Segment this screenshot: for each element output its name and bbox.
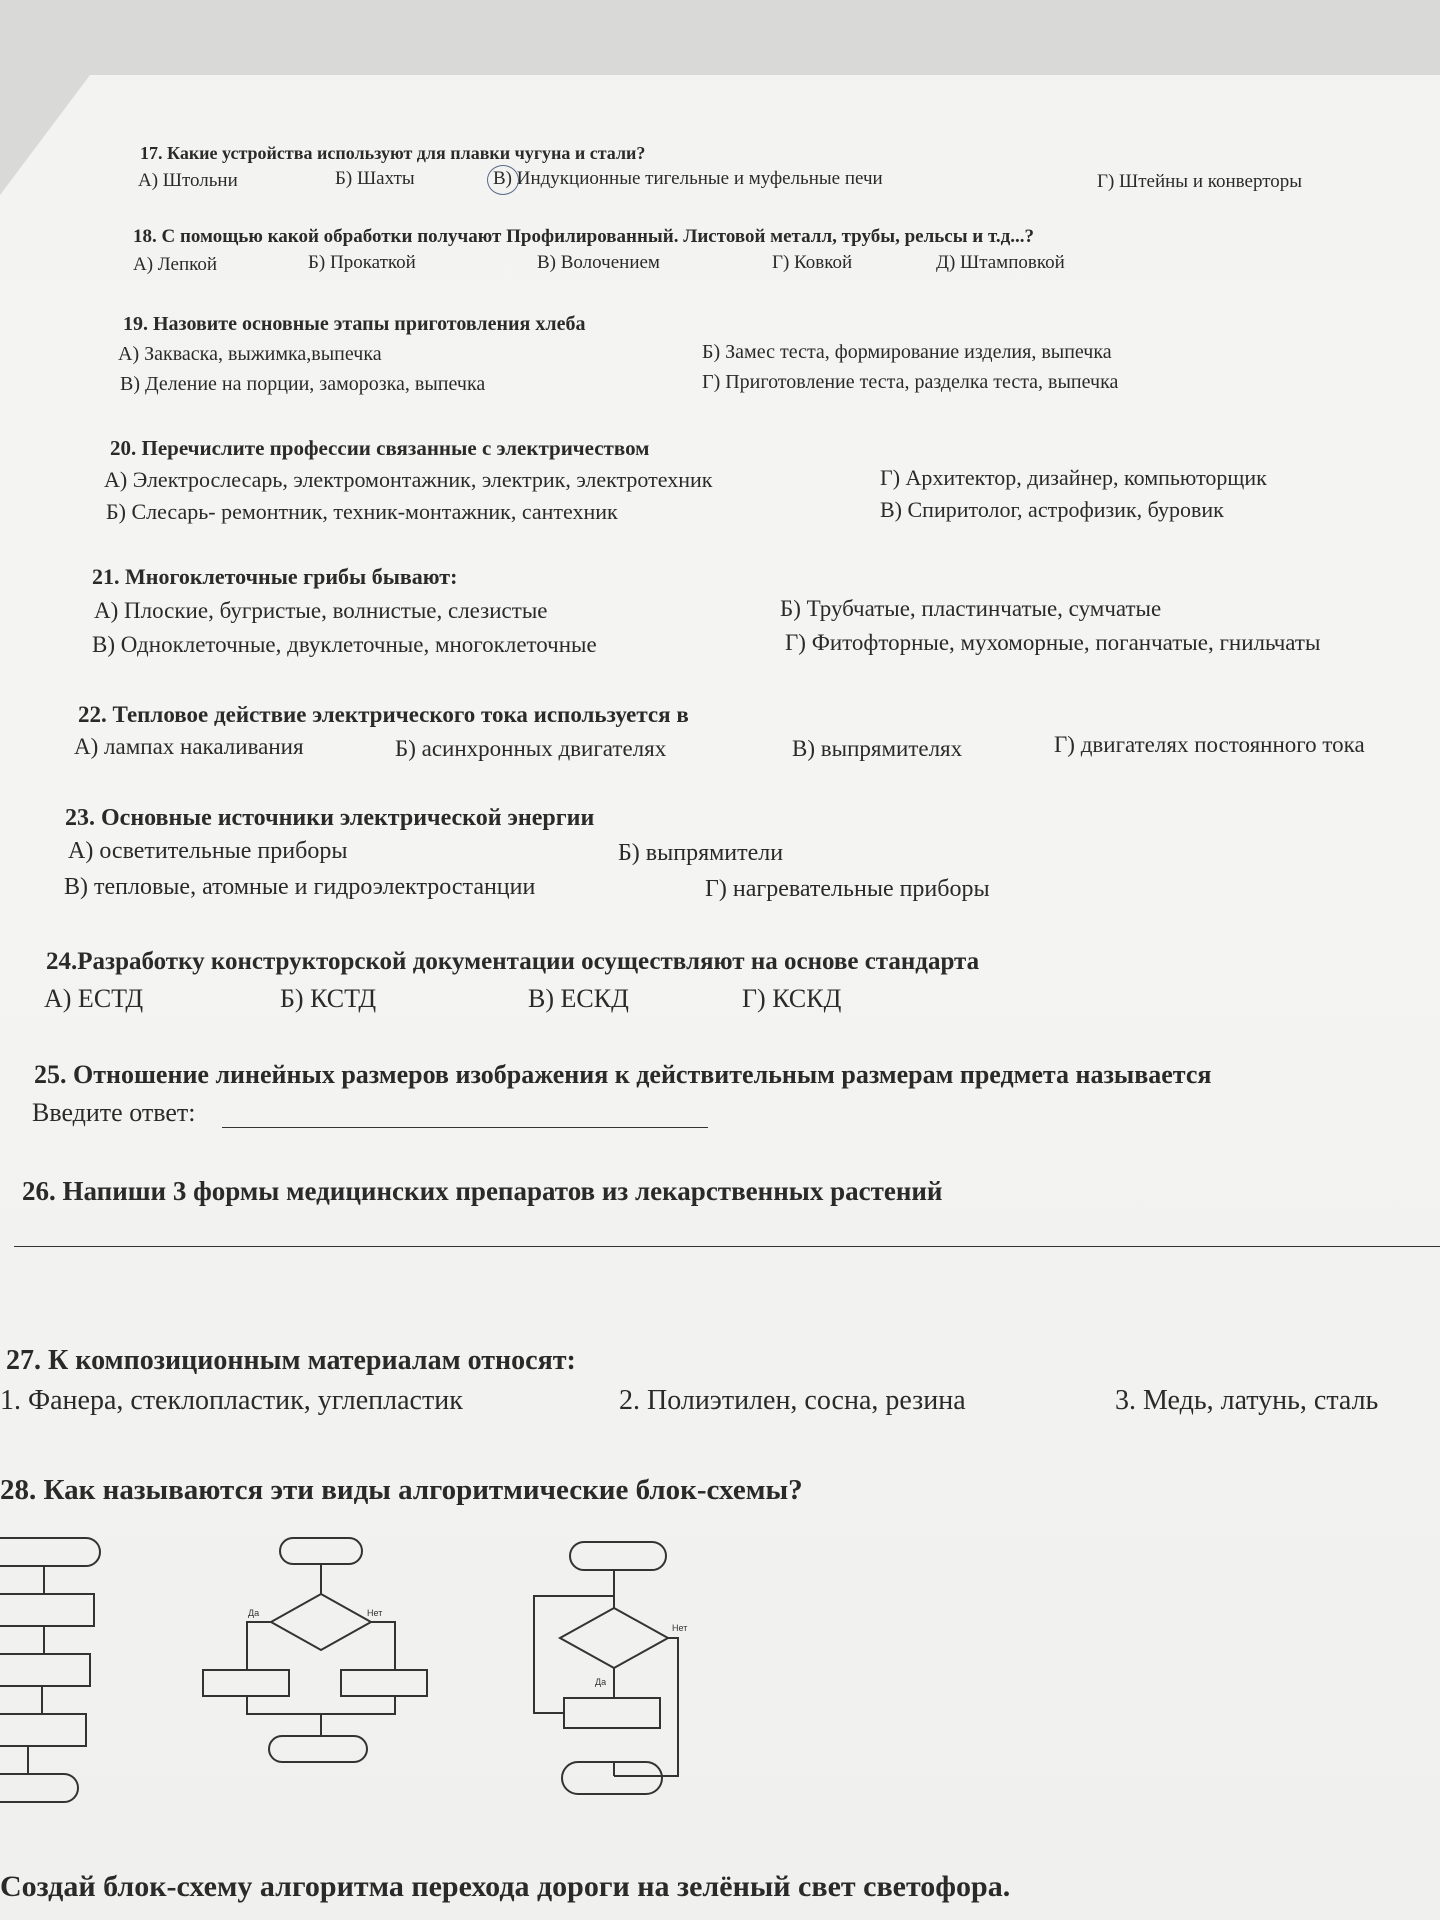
question-24-option-a: А) ЕСТД bbox=[44, 984, 144, 1013]
question-19-option-c: В) Деление на порции, заморозка, выпечка bbox=[120, 373, 486, 395]
question-24-option-b: Б) КСТД bbox=[280, 984, 377, 1013]
question-27-option-2: 2. Полиэтилен, сосна, резина bbox=[619, 1385, 966, 1416]
question-22-option-c: В) выпрямителях bbox=[792, 736, 963, 761]
question-22-option-a: А) лампах накаливания bbox=[74, 734, 304, 759]
question-17-option-d: Г) Штейны и конверторы bbox=[1097, 171, 1303, 192]
question-20-title: 20. Перечислите профессии связанные с электричеством bbox=[110, 436, 650, 460]
question-21-title: 21. Многоклеточные грибы бывают: bbox=[92, 564, 458, 589]
question-22-option-b: Б) асинхронных двигателях bbox=[395, 736, 667, 761]
question-27-title: 27. К композиционным материалам относят: bbox=[6, 1345, 576, 1376]
flowchart-linear bbox=[0, 1530, 110, 1810]
question-23-option-b: Б) выпрямители bbox=[618, 840, 784, 866]
question-20-option-a: А) Электрослесарь, электромонтажник, электрик, электротехник bbox=[104, 467, 713, 492]
question-17-title: 17. Какие устройства используют для плавки чугуна и стали? bbox=[140, 143, 646, 163]
question-21-option-d: Г) Фитофторные, мухоморные, поганчатые, гнильчаты bbox=[785, 630, 1321, 655]
answer-prompt: Введите ответ: bbox=[32, 1098, 196, 1127]
question-27-option-1: 1. Фанера, стеклопластик, углепластик bbox=[0, 1385, 463, 1416]
question-22-title: 22. Тепловое действие электрического тока используется в bbox=[78, 702, 689, 727]
question-23-option-d: Г) нагревательные приборы bbox=[705, 876, 990, 902]
question-24-option-c: В) ЕСКД bbox=[528, 984, 629, 1013]
flowchart-no-label: Нет bbox=[367, 1608, 383, 1618]
question-20-option-v: В) Спиритолог, астрофизик, буровик bbox=[880, 497, 1224, 522]
answer-input-line[interactable] bbox=[14, 1224, 1440, 1247]
answer-input-line[interactable] bbox=[222, 1103, 708, 1128]
question-17-option-c: В) Индукционные тигельные и муфельные печи bbox=[493, 168, 883, 189]
question-17-option-a: А) Штольни bbox=[138, 170, 238, 191]
question-23-option-c: В) тепловые, атомные и гидроэлектростанции bbox=[64, 874, 536, 900]
flowchart-loop bbox=[530, 1530, 710, 1800]
question-20-option-b: Б) Слесарь- ремонтник, техник-монтажник, сантехник bbox=[106, 499, 618, 524]
flowchart-yes-label: Да bbox=[595, 1677, 607, 1687]
question-19-option-a: А) Закваска, выжимка,выпечка bbox=[118, 343, 382, 365]
question-20-option-g: Г) Архитектор, дизайнер, компьюторщик bbox=[880, 465, 1267, 490]
question-29-title: Создай блок-схему алгоритма перехода дороги на зелёный свет светофора. bbox=[0, 1870, 1011, 1903]
question-18-option-a: А) Лепкой bbox=[133, 254, 218, 275]
flowchart-no-label: Нет bbox=[672, 1623, 688, 1633]
question-17-option-b: Б) Шахты bbox=[335, 168, 415, 189]
question-18-option-c: В) Волочением bbox=[537, 252, 660, 273]
question-28-title: 28. Как называются эти виды алгоритмические блок-схемы? bbox=[0, 1474, 803, 1506]
question-23-title: 23. Основные источники электрической энергии bbox=[65, 805, 595, 831]
question-23-option-a: А) осветительные приборы bbox=[68, 838, 348, 864]
question-25-title: 25. Отношение линейных размеров изображения к действительным размерам предмета называется bbox=[34, 1060, 1212, 1089]
question-19-title: 19. Назовите основные этапы приготовления хлеба bbox=[123, 313, 586, 335]
flowchart-branching bbox=[195, 1530, 425, 1780]
question-19-option-d: Г) Приготовление теста, разделка теста, выпечка bbox=[702, 371, 1119, 393]
question-21-option-a: А) Плоские, бугристые, волнистые, слезистые bbox=[94, 598, 548, 623]
question-26-title: 26. Напиши 3 формы медицинских препаратов из лекарственных растений bbox=[22, 1176, 943, 1206]
question-27-option-3: 3. Медь, латунь, сталь bbox=[1115, 1385, 1379, 1416]
question-21-option-b: Б) Трубчатые, пластинчатые, сумчатые bbox=[780, 596, 1162, 621]
question-18-title: 18. С помощью какой обработки получают Профилированный. Листовой металл, трубы, рельсы и т.д...? bbox=[133, 226, 1035, 247]
question-22-option-d: Г) двигателях постоянного тока bbox=[1054, 732, 1365, 757]
question-21-option-c: В) Одноклеточные, двуклеточные, многоклеточные bbox=[92, 632, 597, 657]
flowchart-yes-label: Да bbox=[248, 1608, 260, 1618]
question-24-option-d: Г) КСКД bbox=[742, 984, 842, 1013]
question-18-option-b: Б) Прокаткой bbox=[308, 252, 416, 273]
question-24-title: 24.Разработку конструкторской документации осуществляют на основе стандарта bbox=[46, 948, 980, 975]
question-19-option-b: Б) Замес теста, формирование изделия, выпечка bbox=[702, 341, 1112, 363]
question-18-option-d: Г) Ковкой bbox=[772, 252, 853, 273]
question-18-option-e: Д) Штамповкой bbox=[936, 252, 1065, 273]
